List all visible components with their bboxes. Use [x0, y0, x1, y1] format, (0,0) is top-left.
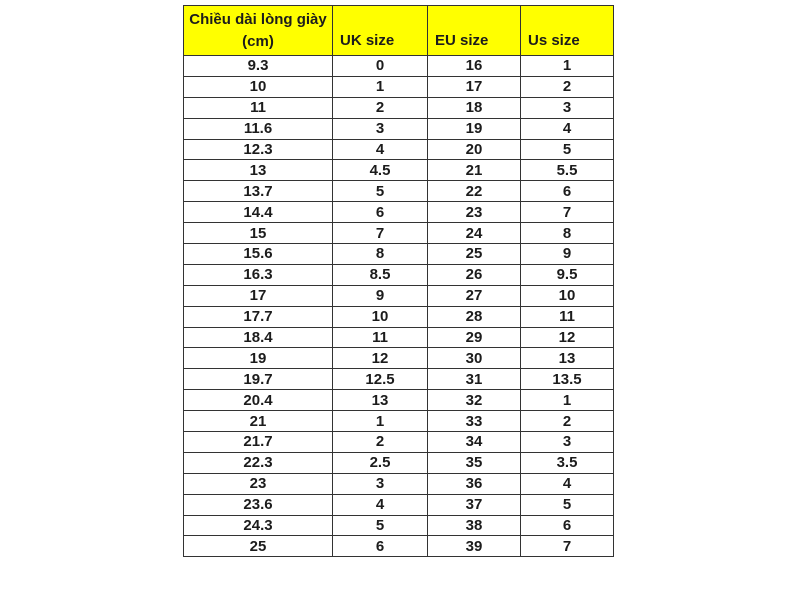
cell: 6: [333, 202, 428, 223]
cell: 13: [521, 348, 614, 369]
cell: 39: [428, 536, 521, 557]
cell: 5: [521, 139, 614, 160]
cell: 13.7: [184, 181, 333, 202]
cell: 11.6: [184, 118, 333, 139]
cell: 1: [333, 411, 428, 432]
header-row: [184, 6, 614, 56]
header-eu-size: EU size: [428, 6, 521, 56]
cell: 36: [428, 473, 521, 494]
cell: 25: [428, 244, 521, 265]
table-row: [184, 223, 614, 244]
cell: 5: [333, 181, 428, 202]
cell: 19: [428, 118, 521, 139]
cell: 0: [333, 56, 428, 77]
header-us-size: Us size: [521, 6, 614, 56]
cell: 3: [521, 432, 614, 453]
table-row: [184, 76, 614, 97]
cell: 24.3: [184, 515, 333, 536]
table-row: [184, 348, 614, 369]
cell: 13.5: [521, 369, 614, 390]
cell: 13: [184, 160, 333, 181]
table-row: [184, 56, 614, 77]
cell: 18: [428, 97, 521, 118]
cell: 22.3: [184, 452, 333, 473]
cell: 21: [428, 160, 521, 181]
cell: 12: [333, 348, 428, 369]
cell: 1: [333, 76, 428, 97]
cell: 9.3: [184, 56, 333, 77]
table-row: [184, 306, 614, 327]
cell: 17: [428, 76, 521, 97]
table-row: [184, 494, 614, 515]
cell: 16.3: [184, 264, 333, 285]
cell: 4.5: [333, 160, 428, 181]
table-body: [184, 56, 614, 557]
table-row: [184, 160, 614, 181]
cell: 3: [333, 473, 428, 494]
header-insole-length-line1: Chiều dài lòng giày: [189, 10, 327, 28]
cell: 10: [184, 76, 333, 97]
cell: 21: [184, 411, 333, 432]
cell: 9.5: [521, 264, 614, 285]
cell: 6: [333, 536, 428, 557]
cell: 4: [333, 494, 428, 515]
cell: 18.4: [184, 327, 333, 348]
cell: 2: [333, 97, 428, 118]
cell: 3: [521, 97, 614, 118]
cell: 3: [333, 118, 428, 139]
table-row: [184, 244, 614, 265]
cell: 20: [428, 139, 521, 160]
cell: 7: [521, 536, 614, 557]
cell: 23: [428, 202, 521, 223]
cell: 27: [428, 285, 521, 306]
cell: 16: [428, 56, 521, 77]
cell: 6: [521, 181, 614, 202]
size-conversion-table: [183, 5, 614, 557]
cell: 5.5: [521, 160, 614, 181]
table-row: [184, 452, 614, 473]
table-row: [184, 369, 614, 390]
cell: 12.3: [184, 139, 333, 160]
cell: 10: [521, 285, 614, 306]
table-row: [184, 285, 614, 306]
cell: 23.6: [184, 494, 333, 515]
cell: 1: [521, 56, 614, 77]
cell: 2: [521, 76, 614, 97]
table-row: [184, 432, 614, 453]
cell: 14.4: [184, 202, 333, 223]
cell: 7: [333, 223, 428, 244]
shoe-size-chart: [183, 5, 614, 557]
cell: 34: [428, 432, 521, 453]
table-row: [184, 139, 614, 160]
cell: 28: [428, 306, 521, 327]
cell: 15.6: [184, 244, 333, 265]
cell: 22: [428, 181, 521, 202]
cell: 4: [521, 118, 614, 139]
cell: 31: [428, 369, 521, 390]
table-row: [184, 411, 614, 432]
cell: 26: [428, 264, 521, 285]
cell: 38: [428, 515, 521, 536]
cell: 5: [333, 515, 428, 536]
table-row: [184, 327, 614, 348]
cell: 2: [333, 432, 428, 453]
cell: 10: [333, 306, 428, 327]
cell: 37: [428, 494, 521, 515]
cell: 24: [428, 223, 521, 244]
cell: 8: [333, 244, 428, 265]
cell: 23: [184, 473, 333, 494]
cell: 2: [521, 411, 614, 432]
table-row: [184, 390, 614, 411]
cell: 8.5: [333, 264, 428, 285]
cell: 9: [521, 244, 614, 265]
cell: 11: [184, 97, 333, 118]
cell: 4: [521, 473, 614, 494]
cell: 9: [333, 285, 428, 306]
cell: 6: [521, 515, 614, 536]
table-row: [184, 97, 614, 118]
cell: 7: [521, 202, 614, 223]
table-row: [184, 515, 614, 536]
cell: 33: [428, 411, 521, 432]
cell: 11: [521, 306, 614, 327]
cell: 13: [333, 390, 428, 411]
cell: 4: [333, 139, 428, 160]
cell: 5: [521, 494, 614, 515]
header-uk-size: UK size: [333, 6, 428, 56]
cell: 20.4: [184, 390, 333, 411]
header-insole-length-line2: (cm): [242, 32, 274, 50]
cell: 1: [521, 390, 614, 411]
cell: 19.7: [184, 369, 333, 390]
table-row: [184, 536, 614, 557]
cell: 19: [184, 348, 333, 369]
table-row: [184, 181, 614, 202]
cell: 12: [521, 327, 614, 348]
cell: 15: [184, 223, 333, 244]
cell: 35: [428, 452, 521, 473]
header-insole-length: [184, 6, 333, 56]
table-header: [184, 6, 614, 56]
cell: 3.5: [521, 452, 614, 473]
cell: 21.7: [184, 432, 333, 453]
cell: 11: [333, 327, 428, 348]
table-row: [184, 264, 614, 285]
cell: 17: [184, 285, 333, 306]
cell: 32: [428, 390, 521, 411]
cell: 2.5: [333, 452, 428, 473]
cell: 8: [521, 223, 614, 244]
cell: 30: [428, 348, 521, 369]
cell: 12.5: [333, 369, 428, 390]
table-row: [184, 202, 614, 223]
cell: 17.7: [184, 306, 333, 327]
table-row: [184, 118, 614, 139]
table-row: [184, 473, 614, 494]
cell: 29: [428, 327, 521, 348]
cell: 25: [184, 536, 333, 557]
